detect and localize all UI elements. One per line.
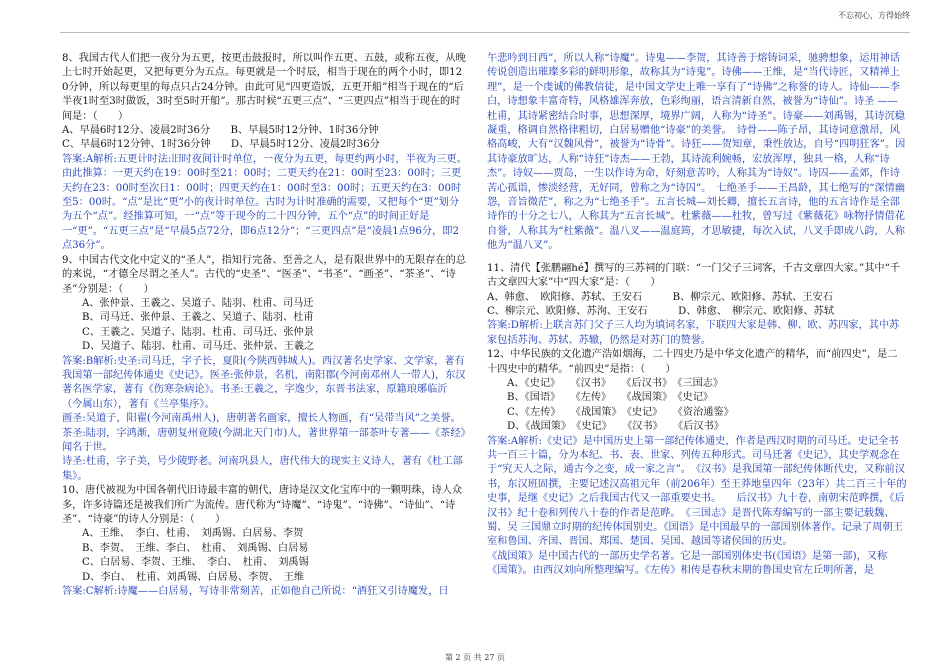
header-motto: 不忘初心，方得始终 — [838, 11, 910, 20]
question-text: 8、我国古代人们把一夜分为五更，按更击鼓报时，所以叫作五更、五鼓，或称五夜，从晚上七时开始起更，又把每更分为五点。每更就是一个时辰，相当于现在的两个小时，即120分钟，所以每更里的每点只占24分钟。由此可见“四更造饭，五更开船”相当于现在的“后半夜1时至3时做饭，3时至5时开船”。那古时候“五更三点”、“三更四点”相当于现在的时间是：（ ） — [62, 53, 466, 122]
question-text: 9、中国古代文化中定义的“圣人”，指知行完备、至善之人，是有限世界中的无限存在的总的来说，“才德全尽谓之圣人”。古代的“史圣”、“医圣”、“书圣”、“画圣”、“茶圣”、“诗圣”分别是：（ ） — [62, 254, 467, 295]
page-footer: 第 2 页 共 27 页 — [445, 653, 505, 662]
question-text: C、柳宗元、欧阳修、苏洵、王安石 D、韩愈、 柳宗元、欧阳修、苏轼 — [487, 305, 835, 317]
answer-explanation: 答案:A解析:《史记》是中国历史上第一部纪传体通史，作者是西汉时期的司马迁。史记全书共一百三十篇，分为本纪、书、表、世家、列传五种形式。司马迁著《史记》，其史学观念在于“究天人之际，通古今之变，成一家之言”。 《汉书》是我国第一部纪传体断代史，又称前汉书，东汉班固撰，主要记述汉高祖元年（前206年）至王莽地皇四年（23年）共二百三十年的史事，是继《史记》之后我国古代又一部重要史书。 后汉书》九十卷，南朝宋范晔撰，《后汉书》纪十卷和列传八十卷的作者是范晔。 《三国志》是晋代陈寿编写的一部主要记载魏、蜀、吴 三国鼎立时期的纪传体国别史。《国语》是中国最早的一部国别体著作。记录了周朝王室和鲁国、齐国、晋国、郑国、楚国、吴国、越国等诸侯国的历史。 — [487, 435, 907, 548]
question-option: B、《国语》 《左传》 《战国策》 《史记》 — [507, 392, 714, 404]
question-option: C、《左传》 《战国策》 《史记》 《资治通鉴》 — [507, 406, 734, 418]
answer-explanation: 答案:A解析:五更计时法:旧时夜间计时单位，一夜分为五更，每更约两小时，半夜为三更。由此推算：一更天约在19：00时至21：00时；二更天约在21：00时至23：00时；三更天约在23：00时至次日1：00时；四更天约在1：00时至3：00时；五更天约在3：00时至5：00时。“点”是比“更”小的夜计时单位。古时为计时准确的需要，又把每个“更”划分为五个“点”。经推算可知，一“点”等于现今的二十四分钟，五个“点”的时间正好是一“更”。“五更三点”是“早晨5点72分，即6点12分”；“三更四点”是“凌晨1点96分，即2点36分”。 — [62, 153, 467, 252]
question-option: D、李白、 杜甫、刘禹锡、白居易、李贺、 王维 — [82, 571, 305, 583]
question-option: B、李贺、 王维、李白、 杜甫、 刘禹锡、白居易 — [82, 542, 309, 554]
answer-explanation: 答案:B解析:史圣:司马迁，字子长，夏阳(今陕西韩城人)。西汉著名史学家、文学家，著有我国第一部纪传体通史《史记》。医圣:张仲景，名机，南阳郡(今河南邓州人一带人)，东汉著名医学家，著有《伤寒杂病论》。书圣:王羲之，字逸少，东晋书法家，原籍琅琊临沂（今属山东），著有《兰亭集序》。 — [62, 355, 466, 410]
question-option: C、王羲之、吴道子、陆羽、杜甫、司马迁、张仲景 — [82, 326, 314, 338]
left-column — [62, 52, 467, 599]
question-option: D、《战国策》 《史记》 《汉书》 《后汉书》 — [507, 421, 724, 433]
question-option: A、王维、 李白、杜甫、 刘禹锡、白居易、李贺 — [82, 528, 304, 540]
answer-explanation: 诗圣:杜甫，字子美，号少陵野老。河南巩县人，唐代伟大的现实主义诗人，著有《杜工部集》。 — [62, 456, 463, 482]
question-text: 12、中华民族的文化遗产浩如烟海，二十四史乃是中华文化遗产的精华，而“前四史”，是二十四史中的精华。“前四史”是指：（ ） — [487, 349, 898, 375]
question-option: A、《史记》 《汉书》 《后汉书》 《三国志》 — [507, 377, 724, 389]
answer-explanation: 答案:D解析:上联言苏门父子三人均为填词名家，下联四大家是韩、柳、欧、苏四家，其中苏家包括苏洵、苏轼、苏辙，仍然是对苏门的赞誉。 — [487, 320, 900, 346]
answer-explanation: 茶圣:陆羽，字鸿渐，唐朝复州竟陵(今湖北天门市)人，著世界第一部茶叶专著——《茶经》闻名于世。 — [62, 427, 466, 453]
spacer — [487, 254, 907, 262]
question-text: 10、唐代被视为中国各朝代旧诗最丰富的朝代，唐诗是汉文化宝库中的一颗明珠，诗人众多，许多诗篇还是被我们所广为流传。唐代称为“诗魔”、“诗鬼”、“诗佛”、“诗仙”、“诗圣”、“诗豪”的诗人分别是：（ ） — [62, 485, 463, 525]
question-text: A、韩愈、 欧阳修、苏轼、王安石 B、柳宗元、欧阳修、苏轼、王安石 — [487, 291, 833, 303]
header-divider — [60, 32, 910, 33]
answer-explanation: 画圣:吴道子，阳翟(今河南禹州人)，唐朝著名画家，擅长人物画，有“吴带当风”之美誉。 — [62, 413, 461, 425]
answer-explanation: 《战国策》是中国古代的一部历史学名著。它是一部国别体史书(《国语》是第一部)，又称《国策》。由西汉刘向所整理编写。《左传》相传是春秋末期的鲁国史官左丘明所著，是 — [487, 550, 888, 577]
answer-explanation: 答案:C解析:诗魔——白居易，写诗非常刻苦，正如他自己所说：“酒狂又引诗魔发，日 — [62, 586, 449, 598]
question-text: 11、清代【张鹏翮hé】撰写的三苏祠的门联：“一门父子三词客，千古文章四大家。”其中“千古文章四大家”中“四大家”是：（ ） — [487, 262, 901, 289]
question-option: C、白居易、李贺、王维、 李白、 杜甫、 刘禹锡 — [82, 557, 309, 569]
question-option: A、张仲景、王羲之、吴道子、陆羽、杜甫、司马迁 — [82, 297, 314, 309]
question-option: D、吴道子、陆羽、杜甫、司马迁、张仲景、王羲之 — [82, 341, 315, 353]
right-column — [487, 52, 907, 579]
answer-explanation: 午悲吟到日西”，所以人称“诗魔”。诗鬼——李贺，其诗善于熔铸词采，驰骋想象，运用神话传说创造出璀璨多彩的鲜明形象，故称其为“诗鬼”。诗佛——王维，是“当代诗匠，又精禅上理”，是一个虔诚的佛教信徒，是中国文学史上唯一享有了“诗佛”之称誉的诗人。诗仙——李白，诗想象丰富奇特，风格雄浑奔放，色彩绚丽，语言清新自然，被誉为“诗仙”。诗圣 —— 杜甫，其诗紧密结合时事，思想深厚，境界广阔，人称为“诗圣”。诗豪——刘禹锡，其诗沉稳凝重，格调自然格律粗切，白居易赠他“诗豪”的美誉。 诗骨——陈子昂，其诗词意激昂，风格高峻，大有“汉魏风骨”，被誉为“诗骨”。诗狂——贺知章，秉性放达，自号“四明狂客”。因其诗豪放旷达，人称“诗狂”诗杰——王勃，其诗流利婉畅，宏放浑厚，独具一格，人称“诗杰”。诗奴——贾岛，一生以作诗为命，好刻意苦吟，人称其为“诗奴”。诗囚——孟郊，作诗苦心孤诣，惨淡经营，无好同，曾称之为“诗囚”。 七绝圣手——王昌龄，其七绝写的“深情幽怨，音旨微茫”，称之为“七绝圣手”。五言长城—刘长卿，擅长五言诗，他的五言诗作是全部诗作的十分之七八，人称其为“五言长城”。杜紫薇——杜牧，曾写过《紫薇花》咏物抒情借花自誉，人称其为“杜紫薇”。温八叉——温庭筠，才思敏捷，每次入试，八叉手即成八韵，人称他为“温八叉”。 — [487, 53, 906, 252]
question-text: C、早晨6时12分钟、1时36分钟 D、早晨5时12分、凌晨2时36分 — [62, 139, 380, 151]
question-option: B、司马迁、张仲景、王羲之、吴道子、陆羽、杜甫 — [82, 312, 314, 324]
question-text: A、早晨6时12分、凌晨2时36分 B、早晨5时12分钟、1时36分钟 — [62, 125, 379, 137]
